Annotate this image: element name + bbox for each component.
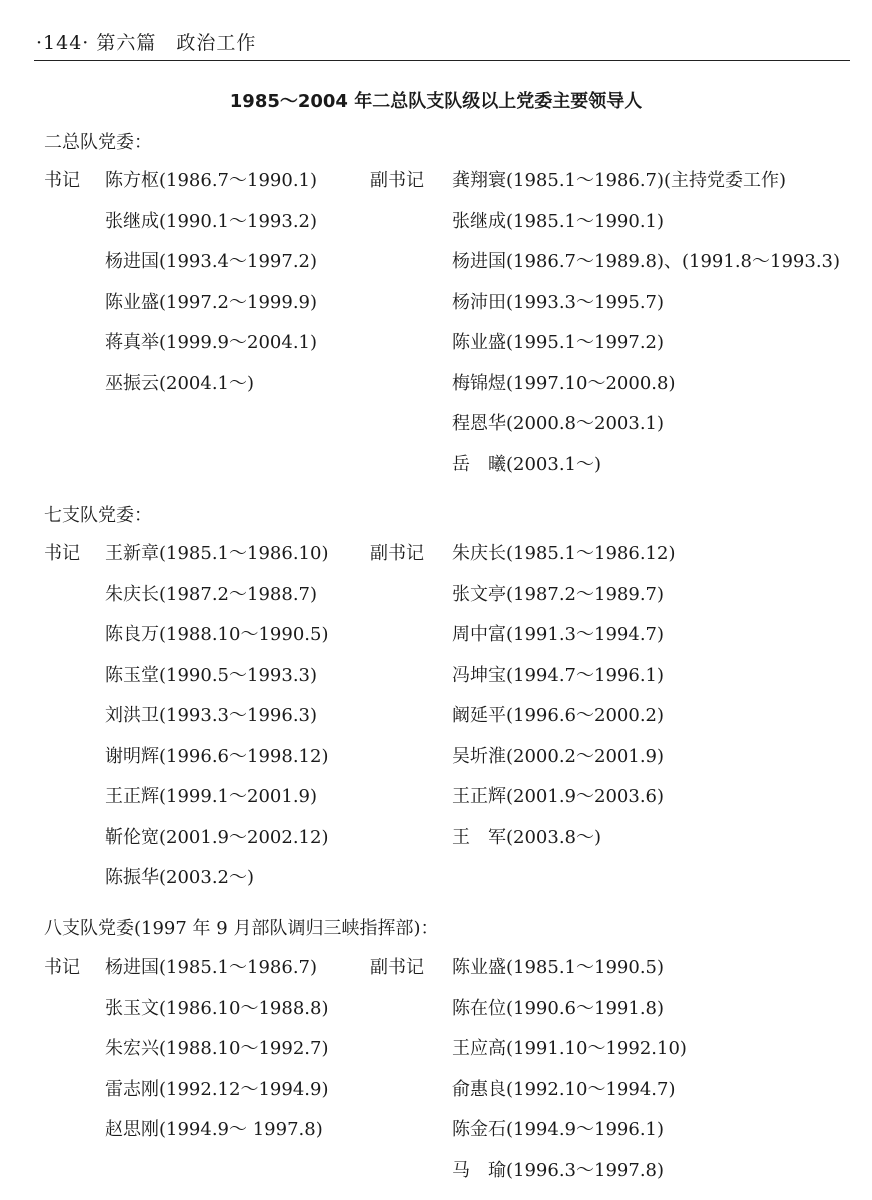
- secretary-entry: 陈振华(2003.2～): [105, 867, 255, 888]
- deputy-secretary-entry: 陈在位(1990.6～1991.8): [452, 997, 665, 1019]
- deputy-secretary-entry: 龚翔寰(1985.1～1986.7)(主持党委工作): [452, 170, 787, 191]
- secretary-entry: 陈玉堂(1990.5～1993.3): [105, 664, 318, 686]
- deputy-secretary-label: 副书记: [370, 543, 424, 564]
- deputy-secretary-entry: 梅锦煜(1997.10～2000.8): [452, 372, 676, 394]
- deputy-secretary-entry: 朱庆长(1985.1～1986.12): [452, 543, 676, 564]
- deputy-secretary-label: 副书记: [370, 957, 424, 978]
- secretary-entry: 陈方枢(1986.7～1990.1): [105, 170, 318, 191]
- deputy-secretary-entry: 马 瑜(1996.3～1997.8): [452, 1159, 665, 1181]
- secretary-label: 书记: [44, 543, 80, 564]
- secretary-entry: 张继成(1990.1～1993.2): [105, 210, 318, 232]
- secretary-entry: 雷志刚(1992.12～1994.9): [105, 1078, 329, 1100]
- deputy-secretary-entry: 周中富(1991.3～1994.7): [452, 624, 665, 645]
- deputy-secretary-entry: 王 军(2003.8～): [452, 826, 602, 848]
- deputy-secretary-label: 副书记: [370, 170, 424, 191]
- deputy-secretary-entry: 杨进国(1986.7～1989.8)、(1991.8～1993.3): [452, 251, 841, 272]
- secretary-entry: 陈良万(1988.10～1990.5): [105, 624, 329, 645]
- secretary-entry: 杨进国(1993.4～1997.2): [105, 251, 318, 272]
- secretary-entry: 陈业盛(1997.2～1999.9): [105, 291, 318, 313]
- secretary-entry: 谢明辉(1996.6～1998.12): [105, 745, 329, 767]
- deputy-secretary-entry: 程恩华(2000.8～2003.1): [452, 413, 665, 434]
- secretary-label: 书记: [44, 957, 80, 978]
- secretary-entry: 巫振云(2004.1～): [105, 372, 255, 394]
- secretary-entry: 王正辉(1999.1～2001.9): [105, 786, 318, 807]
- running-head: ·144· 第六篇 政治工作: [36, 32, 257, 54]
- secretary-entry: 赵思刚(1994.9～ 1997.8): [105, 1119, 323, 1140]
- section-heading: 八支队党委(1997 年 9 月部队调归三峡指挥部)：: [44, 918, 439, 939]
- section-heading: 七支队党委：: [44, 505, 152, 526]
- secretary-entry: 杨进国(1985.1～1986.7): [105, 957, 318, 978]
- deputy-secretary-entry: 吴圻淮(2000.2～2001.9): [452, 745, 665, 767]
- deputy-secretary-entry: 俞惠良(1992.10～1994.7): [452, 1078, 676, 1100]
- section-heading: 二总队党委：: [44, 132, 152, 153]
- secretary-label: 书记: [44, 170, 80, 191]
- secretary-entry: 刘洪卫(1993.3～1996.3): [105, 705, 318, 726]
- deputy-secretary-entry: 冯坤宝(1994.7～1996.1): [452, 664, 665, 686]
- deputy-secretary-entry: 岳 曦(2003.1～): [452, 453, 602, 475]
- secretary-entry: 靳伦宽(2001.9～2002.12): [105, 826, 329, 848]
- secretary-entry: 朱宏兴(1988.10～1992.7): [105, 1038, 329, 1059]
- deputy-secretary-entry: 王正辉(2001.9～2003.6): [452, 786, 665, 807]
- secretary-entry: 王新章(1985.1～1986.10): [105, 543, 329, 564]
- deputy-secretary-entry: 王应高(1991.10～1992.10): [452, 1038, 687, 1059]
- deputy-secretary-entry: 陈业盛(1995.1～1997.2): [452, 332, 665, 353]
- deputy-secretary-entry: 陈业盛(1985.1～1990.5): [452, 957, 665, 978]
- secretary-entry: 朱庆长(1987.2～1988.7): [105, 583, 318, 605]
- secretary-entry: 张玉文(1986.10～1988.8): [105, 997, 329, 1019]
- deputy-secretary-entry: 张文亭(1987.2～1989.7): [452, 583, 665, 605]
- secretary-entry: 蒋真举(1999.9～2004.1): [105, 332, 318, 353]
- deputy-secretary-entry: 杨沛田(1993.3～1995.7): [452, 291, 665, 313]
- header-rule: [34, 60, 850, 61]
- page-title: 1985～2004 年二总队支队级以上党委主要领导人: [229, 91, 643, 112]
- deputy-secretary-entry: 张继成(1985.1～1990.1): [452, 210, 665, 232]
- deputy-secretary-entry: 阚延平(1996.6～2000.2): [452, 705, 665, 726]
- deputy-secretary-entry: 陈金石(1994.9～1996.1): [452, 1119, 665, 1140]
